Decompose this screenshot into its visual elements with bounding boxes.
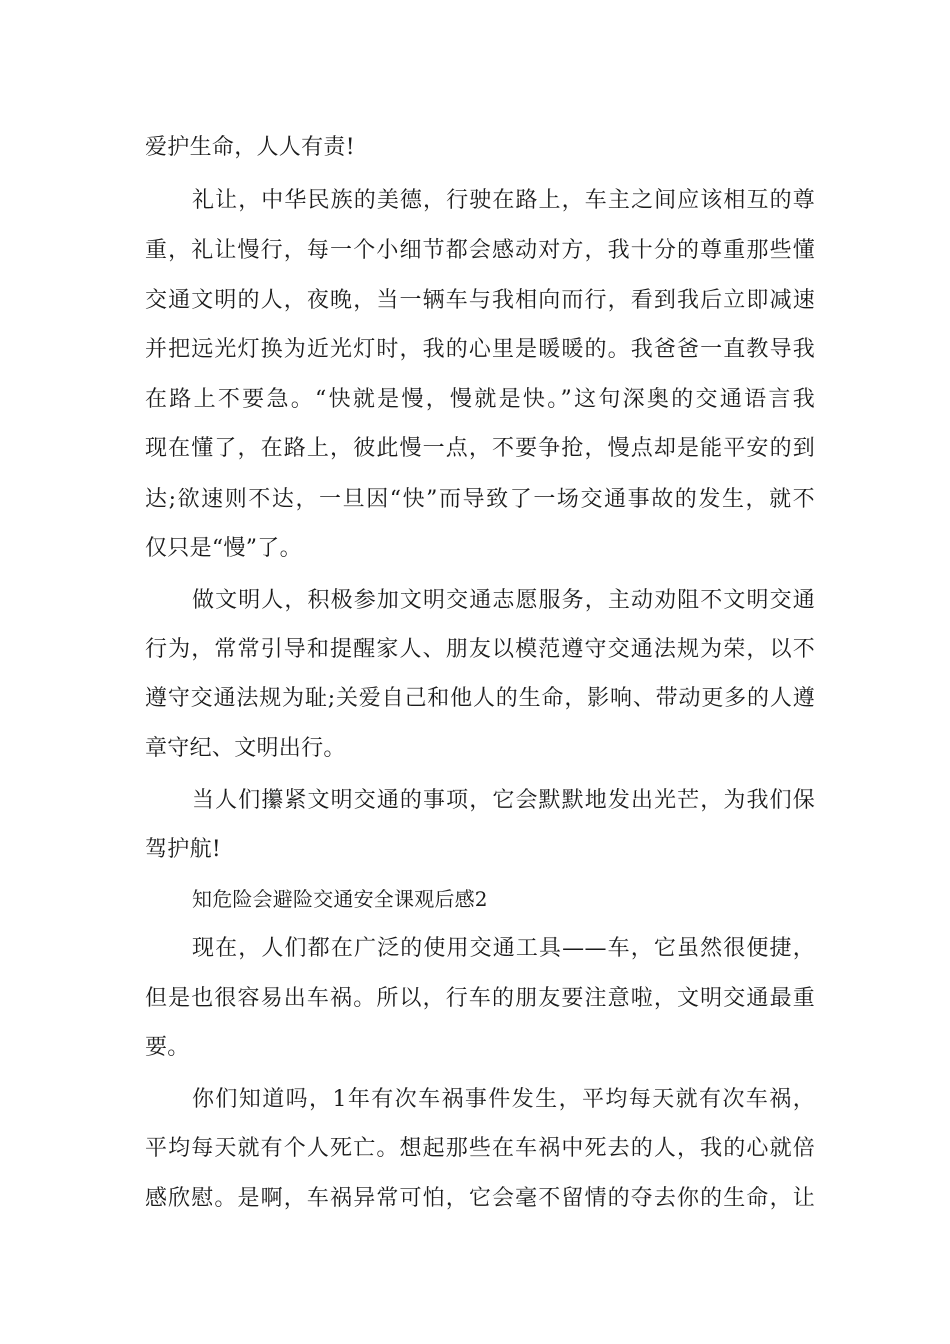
paragraph-start-line: 做文明人，积极参加文明交通志愿服务，主动劝阻不文明交通 xyxy=(192,588,815,613)
text-line: 要。 xyxy=(145,1035,190,1060)
section-heading: 知危险会避险交通安全课观后感2 xyxy=(192,887,488,911)
paragraph-start-line: 礼让，中华民族的美德，行驶在路上，车主之间应该相互的尊 xyxy=(192,188,815,213)
text-line: 爱护生命，人人有责! xyxy=(145,135,355,160)
paragraph-start-line: 现在，人们都在广泛的使用交通工具——车，它虽然很便捷， xyxy=(192,936,815,961)
text-line: 遵守交通法规为耻;关爱自己和他人的生命，影响、带动更多的人遵 xyxy=(145,686,815,711)
paragraph-start-line: 你们知道吗，1年有次车祸事件发生，平均每天就有次车祸， xyxy=(192,1087,815,1112)
text-line: 仅只是“慢”了。 xyxy=(145,536,302,561)
text-line: 并把远光灯换为近光灯时，我的心里是暖暖的。我爸爸一直教导我 xyxy=(145,337,815,362)
text-line: 感欣慰。是啊，车祸异常可怕，它会毫不留情的夺去你的生命，让 xyxy=(145,1186,815,1211)
text-line: 达;欲速则不达，一旦因“快”而导致了一场交通事故的发生，就不 xyxy=(145,487,815,512)
text-line: 现在懂了，在路上，彼此慢一点，不要争抢，慢点却是能平安的到 xyxy=(145,436,815,461)
text-line: 在路上不要急。“快就是慢，慢就是快。”这句深奥的交通语言我 xyxy=(145,387,815,412)
text-line: 但是也很容易出车祸。所以，行车的朋友要注意啦，文明交通最重 xyxy=(145,986,815,1011)
text-line: 交通文明的人，夜晚，当一辆车与我相向而行，看到我后立即减速 xyxy=(145,288,815,313)
text-line: 平均每天就有个人死亡。想起那些在车祸中死去的人，我的心就倍 xyxy=(145,1136,815,1161)
text-line: 重，礼让慢行，每一个小细节都会感动对方，我十分的尊重那些懂 xyxy=(145,238,815,263)
text-line: 驾护航! xyxy=(145,837,222,862)
paragraph-start-line: 当人们攥紧文明交通的事项，它会默默地发出光芒，为我们保 xyxy=(192,788,815,813)
text-line: 行为，常常引导和提醒家人、朋友以模范遵守交通法规为荣，以不 xyxy=(145,637,815,662)
text-line: 章守纪、文明出行。 xyxy=(145,736,346,761)
